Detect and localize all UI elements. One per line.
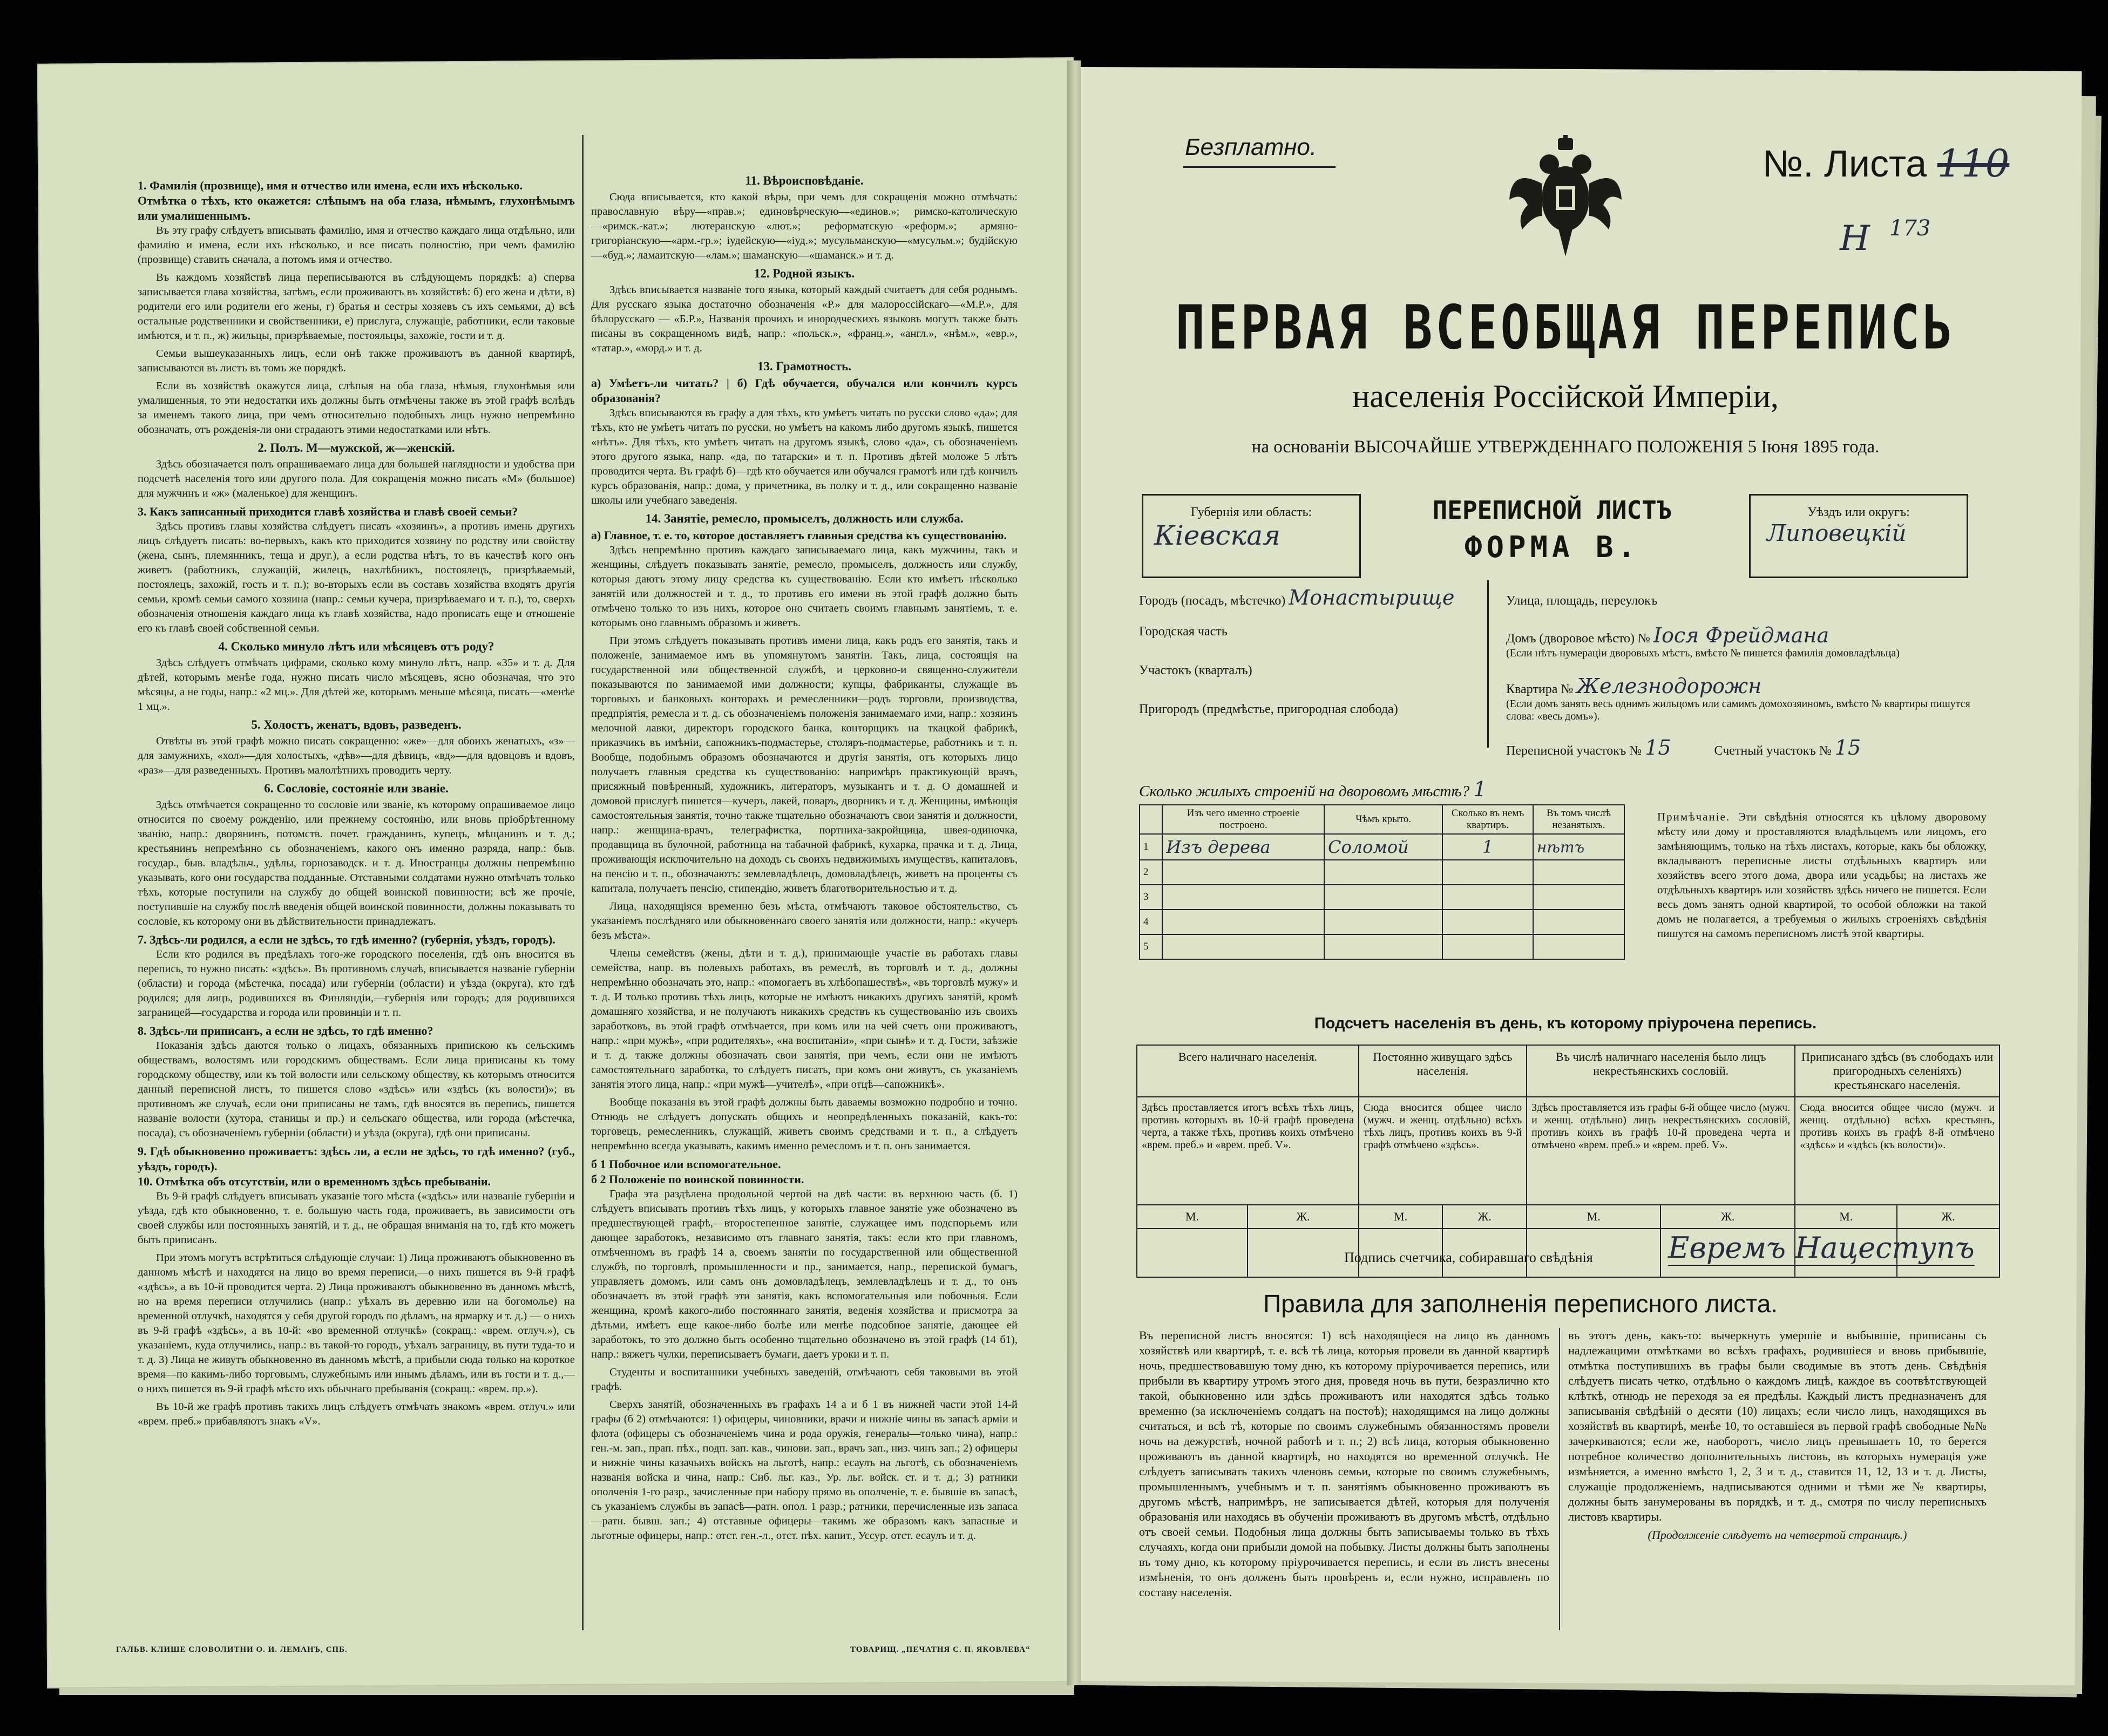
census-title: ПЕРВАЯ ВСЕОБЩАЯ ПЕРЕПИСЬ bbox=[1175, 292, 1956, 364]
gratis-underline bbox=[1183, 166, 1336, 168]
population-title: Подсчетъ населенія въ день, къ которому пріурочена перепись. bbox=[1314, 1015, 1817, 1032]
form-title-2: ФОРМА В. bbox=[1464, 530, 1640, 564]
table-row: 5 bbox=[1140, 934, 1624, 959]
section-heading: 13. Грамотность. bbox=[757, 360, 851, 373]
double-headed-eagle-icon bbox=[1506, 135, 1625, 259]
field-suburb: Пригородъ (предмѣстье, пригородная слобода) bbox=[1139, 702, 1398, 716]
field-house: Домъ (дворовое мѣсто) № Іося Фрейдмана bbox=[1506, 623, 1829, 647]
buildings-table bbox=[1139, 804, 1625, 960]
list-number-value: 110 bbox=[1937, 141, 2010, 186]
note-text: Эти свѣдѣнія относятся къ цѣлому дворовому мѣсту или дому и проставляются владѣльцемъ или лицомъ, его замѣняющимъ, только на тѣхъ листахъ, которые, какъ бы обложку, вкладываютъ переписные листы отдѣльныхъ квартиръ или хозяйствъ всего этого дома, двора или усадьбы; на листахъ же отдѣльныхъ квартиръ или хозяйствъ здѣсь ничего не пишется. Если весь домъ занятъ одной квартирой, то особой обложки на такой домъ не полагается, а требуемыя о жилыхъ строеніяхъ свѣдѣнія пишутся на самомъ переписномъ листѣ этой квартиры. bbox=[1657, 810, 1987, 940]
footer-right: ТОВАРИЩ. „ПЕЧАТНЯ С. П. ЯКОВЛЕВА“ bbox=[850, 1645, 1031, 1654]
paragraph: Если кто родился въ предѣлахъ того-же городского поселенія, гдѣ онъ вносится въ перепись, то нужно писать: «здѣсь». Въ противномъ случаѣ, вписывается названіе губерніи (области) и города (мѣстечка, посада) или губерніи (области) и уѣзда (округа), кто гдѣ родился; для лицъ, родившихся въ Финляндіи,—губернія или городъ; для родившихся заграницей—государства и города или провинціи и т. п. bbox=[138, 948, 575, 1019]
section-heading: 3. Какъ записанный приходится главѣ хозяйства и главѣ своей семьи? bbox=[138, 505, 518, 518]
fields-left bbox=[1139, 586, 1485, 741]
paragraph: Сюда вписывается, кто какой вѣры, при чемъ для сокращенія можно отмѣчать: православную вѣру—«прав.»; единовѣрческую—«единов.»; римско-католическую—«римск.-кат.»; лютеранскую—«лют.»; реформатскую—«реформ.»; армяно-григоріанскую—«арм.-гр.»; іудейскую—«іуд.»; мусульманскую—«мусульм.»; будійскую—«буд.»; ламаитскую—«лам.»; шаманскую—«шаманск.» и т. д. bbox=[591, 191, 1018, 261]
fields-right bbox=[1506, 594, 1992, 760]
section-heading: 10. Отмѣтка объ отсутствіи, или о временномъ здѣсь пребываніи. bbox=[138, 1175, 491, 1188]
corner-mark: 173 bbox=[1889, 216, 1931, 241]
population-table-descr: Здѣсь проставляется итогъ всѣхъ тѣхъ лицъ, противъ которыхъ въ 10-й графѣ проведена черта, а также тѣхъ, противъ коихъ отмѣчено «врем. преб.» и «врем. преб. V». Сюда вносится общее число (мужч. и женщ. отдѣльно) всѣхъ тѣхъ лицъ, противъ коихъ въ 9-й графѣ отмѣчено «здѣсь». Здѣсь проставляется изъ графы 6-й общее число (мужч. и женщ. отдѣльно) лицъ некрестьянскихъ сословій, противъ коихъ въ графѣ 10-й проведена черта и отмѣчено «врем. преб.» и «врем. преб. V». Сюда вносится общее число (мужч. и женщ. отдѣльно) всѣхъ крестьянъ, противъ коихъ въ графѣ 8-й отмѣчено «здѣсь» и «здѣсь (къ волости)». bbox=[1137, 1097, 1999, 1205]
rules-column-1: Въ переписной листъ вносятся: 1) всѣ находящіеся на лицо въ данномъ хозяйствѣ или квартирѣ, т. е. всѣ тѣ лица, которыя провели въ данной квартирѣ ночь, предшествовавшую тому дню, къ которому пріурочивается перепись, или прибыли въ квартиру утромъ этого дня, проведя ночь въ пути, безразлично кто такой, обыкновенно или здѣсь проживаютъ или находятся здѣсь только временно (за исключеніемъ солдатъ на постоѣ); находящимся на лицо должны считаться, и всѣ тѣ, которые по своимъ служебнымъ обязанностямъ провели ночь на дежурствѣ, ночной работѣ и т. п.; 2) всѣ лица, которыя обыкновенно проживаютъ въ данной квартирѣ, но находятся во временной отлучкѣ. Не слѣдуетъ записывать такихъ членовъ семьи, которые по своимъ служебнымъ, промышленнымъ, учебнымъ и т. п. занятіямъ обыкновенно проживаютъ въ другомъ мѣстѣ, напримѣръ, не записывается дѣтей, которыя для полученія образованія или находясь въ обученіи проживаютъ въ другомъ мѣстѣ, отдѣльно отъ своей семьи. Подобныя лица должны быть записываемы только въ тѣхъ случаяхъ, когда они прибыли домой на побывку. Листы должны быть заполнены въ тому дню, къ которому пріурочивается перепись, и если въ листъ внесены измѣненія, то онъ долженъ быть провѣренъ и, если нужно, исправленъ по составу населенія. bbox=[1139, 1328, 1549, 1599]
uezd-label: Уѣздъ или округъ: bbox=[1807, 505, 1910, 519]
field-city: Городъ (посадъ, мѣстечко) Монастырище bbox=[1139, 586, 1455, 609]
field-city-part: Городская часть bbox=[1139, 625, 1228, 639]
section-heading: а) Главное, т. е. то, которое доставляетъ главныя средства къ существованію. bbox=[591, 528, 1007, 542]
section-heading: 11. Вѣроисповѣданіе. bbox=[745, 174, 864, 187]
buildings-note bbox=[1657, 810, 1987, 941]
census-subtitle: населенія Россійской Имперіи, bbox=[1352, 378, 1779, 414]
paragraph: Здѣсь слѣдуетъ отмѣчать цифрами, сколько кому минуло лѣтъ, напр. «35» и т. д. Для дѣтей, которымъ менѣе года, нужно писать число мѣсяцевъ, ясно обозначая, что это мѣсяцы, а не годы, напр.: «2 мц.». Для дѣтей же, которымъ меньше мѣсяца, писать—«менѣе 1 мц.». bbox=[138, 657, 575, 713]
paragraph: Здѣсь вписывается названіе того языка, который каждый считаетъ для себя роднымъ. Для русскаго языка достаточно обозначенія «Р.» для малороссійскаго—«М.Р.», для бѣлорусскаго — «Б.Р.», Названія прочихъ и инородческихъ языковъ могутъ также быть писаны въ сокращенномъ видѣ, напр.: «польск.», «франц.», «англ.», «нѣм.», «евр.», «татар.», «морд.» и т. д. bbox=[591, 284, 1018, 354]
field-apartment: Квартира № Железнодорожн bbox=[1506, 674, 1762, 698]
table-row: 1 Изъ дерева Соломой 1 нѣтъ bbox=[1140, 834, 1624, 860]
field-street: Улица, площадь, переулокъ bbox=[1506, 594, 1658, 608]
field-apartment-note: (Если домъ занять весь однимъ жильцомъ или самимъ домохозяиномъ, вмѣсто № квартиры пишутся слова: «весь домъ»). bbox=[1506, 698, 1970, 722]
paragraph: Въ 10-й же графѣ противъ такихъ лицъ слѣдуетъ отмѣчать знакомъ «врем. отлуч.» или «врем. преб.» прибавляютъ знакъ «V». bbox=[138, 1401, 575, 1427]
footer-left: ГАЛЬВ. КЛИШЕ СЛОВОЛИТНИ О. И. ЛЕМАНЪ, СПБ. bbox=[116, 1645, 348, 1654]
population-table-header: Всего наличнаго населенія. Постоянно живущаго здѣсь населенія. Въ числѣ наличнаго населенія было лицъ некрестьянскихъ сословій. Приписанаго здѣсь (въ слободахъ или пригородныхъ селеніяхъ) крестьянскаго населенія. bbox=[1137, 1045, 1999, 1097]
field-areas: Переписной участокъ № 15 Счетный участокъ № 15 bbox=[1506, 736, 1861, 760]
paragraph: Отвѣты въ этой графѣ можно писать сокращенно: «же»—для обоихъ женатыхъ, «з»—для замужнихъ, «хол»—для холостыхъ, «дѣв»—для дѣвицъ, «вд»—для вдовцовъ и вдовъ, «раз»—для разведенныхъ. Противъ малолѣтнихъ проводить черту. bbox=[138, 735, 575, 776]
list-number-label: №. Листа bbox=[1763, 143, 1927, 185]
paragraph: Въ эту графу слѣдуетъ вписывать фамилію, имя и отчество каждаго лица отдѣльно, или фамилію и имена, если ихъ нѣсколько, и все писать полностію, при чемъ фамилію (прозвище) ставить сначала, а потомъ имя и отчество. bbox=[138, 225, 575, 266]
paragraph: Показанія здѣсь даются только о лицахъ, обязанныхъ припискою къ сельскимъ обществамъ, волостямъ или городскимъ обществамъ. Если лица приписаны къ тому городскому обществу, или къ той волости или сельскому обществу, къ которымъ относится данный переписной листъ, то пишется слово «здѣсь» или «здѣсь (къ волости)»; въ противномъ же случаѣ, если они приписаны не тамъ, гдѣ вносятся въ перепись, пишется названіе волости (хутора, станицы и пр.) и сельскаго общества, или города (мѣстечка, посада), съ обозначеніемъ губерніи (области) и уѣзда (округа), гдѣ они приписаны. bbox=[138, 1040, 575, 1139]
section-heading: 14. Занятіе, ремесло, промыселъ, должность или служба. bbox=[645, 512, 964, 525]
paragraph: Здѣсь отмѣчается сокращенно то сословіе или званіе, къ которому опрашиваемое лицо относится по своему рожденію, или прежнему состоянію, или вновь пріобрѣтенному званію, напр.: дворянинъ, потомств. почет. гражданинъ, купецъ, мѣщанинъ и т. д.; крестьянинъ непремѣнно съ обозначеніемъ, какого онъ именно разряда, напр.: быв. государ., быв. владѣльч., удѣлы, горнозаводск. и т. д. Иностранцы должны непремѣнно указывать, кого они государства подданные. Отставными солдатами нужно отмѣчать только тѣхъ, которые поступили на службу до общей воинской повинности; всѣ же прочіе, поступившіе на службу послѣ введенія общей воинской повинности, должны показывать то сословіе, къ которому они въ дѣйствительности принадлежатъ. bbox=[138, 799, 575, 927]
gratis-label: Безплатно. bbox=[1185, 134, 1317, 160]
paragraph: Сверхъ занятій, обозначенныхъ въ графахъ 14 а и б 1 въ нижней части этой 14-й графы (б 2) отмѣчаются: 1) офицеры, чиновники, врачи и нижніе чины въ запасѣ арміи и флота (офицеры съ обозначеніемъ чина и рода оружія, генералы—только чина), напр.: ген.-м. зап., прап. пѣх., подп. зап. кав., чинови. зап., врачъ зап., низ. чинъ зап.; 2) офицеры и нижніе чины казачьихъ войскъ на льготѣ, напр.: есаулъ на льготѣ, съ обозначеніемъ названія войска и чина, напр.: Сиб. льг. каз., Ур. льг. войск. ст. и т. д.; 3) ратники ополченія 1-го разр., зачисленные при набору прямо въ ополченіе, т. е. бывшіе въ запасѣ, съ указаніемъ службы въ запасѣ—ратн. опол. 1 разр.; ратники, перечисленные изъ запаса—ратн. бывш. зап.; 4) отставные офицеры—такимъ же образомъ какъ запасные и льготные офицеры, напр.: отст. ген.-л., отст. пѣх. капит., Уссур. отст. есаулъ и т. д. bbox=[591, 1399, 1018, 1542]
paragraph: Члены семействъ (жены, дѣти и т. д.), принимающіе участіе въ работахъ главы семейства, напр. въ полевыхъ работахъ, въ ремеслѣ, въ торговлѣ и т. д., должны непремѣнно обозначать это, напр.: «помогаетъ въ хлѣбопашествѣ», «въ торговлѣ мужу» и т. д. И только противъ тѣхъ лицъ, которые не имѣютъ никакихъ другихъ занятій, кромѣ домашняго хозяйства, и не получаютъ никакихъ средствъ къ существованію изъ своихъ заработковъ, въ этой графѣ отмѣчается, при комъ или на чей счетъ они проживаютъ, напр.: «при мужѣ», «при родителяхъ», «на воспитаніи», «при сынѣ» и т. д. Гости, заѣзжіе и т. д. также должны обозначать свои занятія, при чемъ, если они не имѣютъ самостоятельнаго заработка, то слѣдуетъ писать, при комъ они живутъ, съ указаніемъ занятія этого лица, напр.: «при мужѣ—учителѣ», «при отцѣ—сапожникѣ». bbox=[591, 947, 1018, 1090]
section-heading: а) Умѣетъ-ли читать? | б) Гдѣ обучается, обучался или кончилъ курсъ образованія? bbox=[591, 376, 1018, 405]
section-heading: 8. Здѣсь-ли приписанъ, а если не здѣсь, то гдѣ именно? bbox=[138, 1024, 433, 1037]
form-title-1: ПЕРЕПИСНОЙ ЛИСТЪ bbox=[1432, 496, 1672, 525]
field-district: Участокъ (кварталъ) bbox=[1139, 663, 1252, 677]
paragraph: Здѣсь вписываются въ графу а для тѣхъ, кто умѣетъ читать по русски слово «да»; для тѣхъ, кто не умѣетъ читать по русски, но умѣетъ на какомъ либо другомъ языкѣ, пишется «нѣтъ». Для тѣхъ, кто умѣетъ читать на другомъ языкѣ, слово «да», съ обозначеніемъ этого другого языка, напр. «да, по татарски» и т. п. Противъ дѣтей моложе 5 лѣтъ проводится черта. Въ графѣ б)—гдѣ кто обучается или обучался грамотѣ или гдѣ кончилъ курсъ образованія, напр.: дома, у причетника, въ полку и т. д., или сокращенно названіе школы или учебнаго заведенія. bbox=[591, 407, 1018, 506]
paragraph: Если въ хозяйствѣ окажутся лица, слѣпыя на оба глаза, нѣмыя, глухонѣмыя или умалишенныя, то эти недостатки ихъ должны быть отмѣчены также въ этой графѣ вслѣдъ за именемъ такого лица, при чемъ относительно подобныхъ лицъ нужно непремѣнно обозначать, отъ рожденія-ли они страдаютъ этими недостатками или нѣтъ. bbox=[138, 380, 575, 436]
table-row: 4 bbox=[1140, 910, 1624, 934]
paragraph: Здѣсь непремѣнно противъ каждаго записываемаго лица, какъ мужчины, такъ и женщины, слѣдуетъ показывать занятіе, ремесло, промыселъ, должность или службу, которыя даютъ этому лицу средства къ существованію. Если кто имѣетъ нѣсколько занятій или должностей и т. д., то противъ его имени въ этой графѣ должно быть отмѣчено только то изъ нихъ, которое оно считаетъ своимъ главнымъ занятіемъ, т. е. которымъ оно главнымъ образомъ и живетъ. bbox=[591, 544, 1018, 629]
buildings-table-header: Изъ чего именно строеніе построено. Чѣмъ крыто. Сколько въ немъ квартиръ. Въ томъ числѣ незанятыхъ. bbox=[1140, 805, 1624, 834]
section-heading: 2. Полъ. М—мужской, ж—женскій. bbox=[257, 441, 455, 455]
signature-value: Евремъ Нацеступъ bbox=[1668, 1231, 1975, 1265]
paragraph: Вообще показанія въ этой графѣ должны быть даваемы возможно подробно и точно. Отнюдь не слѣдуетъ допускать общихъ и неопредѣленныхъ показаній, какъ-то: торговецъ, ремесленникъ, служащій, живетъ своимъ средствами и т. п., а слѣдуетъ непремѣнно всегда указывать, какимъ именно ремесломъ и т. п. онъ занимается. bbox=[591, 1096, 1018, 1152]
table-row: 2 bbox=[1140, 860, 1624, 885]
section-heading: 9. Гдѣ обыкновенно проживаетъ: здѣсь ли, а если не здѣсь, то гдѣ именно? (губ., уѣздъ, городъ). bbox=[138, 1144, 575, 1173]
rules-divider bbox=[1559, 1328, 1560, 1630]
section-heading: Отмѣтка о тѣхъ, кто окажется: слѣпымъ на оба глаза, нѣмымъ, глухонѣмымъ или умалишеннымъ. bbox=[138, 194, 575, 222]
section-heading: 12. Родной языкъ. bbox=[754, 267, 855, 280]
field-house-note: (Если нѣтъ нумераціи дворовыхъ мѣстъ, вмѣсто № пишется фамилія домовладѣльца) bbox=[1506, 647, 1900, 659]
paragraph: Лица, находящіяся временно безъ мѣста, отмѣчаютъ таковое обстоятельство, съ указаніемъ послѣдняго или обыкновеннаго своего занятія или должности, напр.: «кучеръ безъ мѣста». bbox=[591, 900, 1018, 941]
note-title: Примѣчаніе. bbox=[1657, 810, 1731, 823]
buildings-question: Сколько жилыхъ строеній на дворовомъ мѣстѣ? 1 bbox=[1139, 777, 1487, 801]
paragraph: Въ 9-й графѣ слѣдуетъ вписывать указаніе того мѣста («здѣсь» или названіе губерніи и уѣзда, гдѣ кто обыкновенно, т. е. большую часть года, проживаетъ, въ зависимости отъ своей службы или постоянныхъ занятій, и т. д., не обращая вниманія на то, гдѣ кто можетъ быть приписанъ. bbox=[138, 1190, 575, 1246]
gubernia-label: Губернія или область: bbox=[1190, 505, 1312, 519]
rules-title: Правила для заполненія переписного листа. bbox=[1263, 1290, 1778, 1318]
paragraph: При этомъ могутъ встрѣтиться слѣдующіе случаи: 1) Лица проживаютъ обыкновенно въ данномъ мѣстѣ и находятся на лицо во время переписи,—о нихъ пишется въ 9-й графѣ «здѣсь», а въ 10-й проводится черта. 2) Лица проживаютъ обыкновенно въ данномъ мѣстѣ, но на время переписи отлучились (напр.: уѣхалъ въ деревню или на богомолье) на временной отлучкѣ, находятся у себя другой городъ по дѣламъ, на ярмарку и т. д.) — о нихъ въ 9-й графѣ «здѣсь», а въ 10-й: «во временной отлучкѣ» (сокращ.: «врем. отлуч.»), съ указаніемъ, куда отлучились, напр.: въ такой-то городъ, уѣхалъ заграницу, въ пути туда-то и т. д. 3) Лица не живутъ обыкновенно въ данномъ мѣстѣ, а прибыли сюда только на короткое время—по какимъ-либо торговымъ, служебнымъ или инымъ дѣламъ, или въ гости и т. д.,—о нихъ пишется въ 9-й графѣ мѣсто ихъ обычнаго пребыванія (сокращ.: «врем. пр.»). bbox=[138, 1252, 575, 1395]
section-heading: 6. Сословіе, состояніе или званіе. bbox=[264, 782, 449, 795]
rules-column-2 bbox=[1568, 1328, 1987, 1543]
section-heading: 1. Фамилія (прозвище), имя и отчество или имена, если ихъ нѣсколько. bbox=[138, 179, 523, 192]
uezd-value: Липовецкій bbox=[1767, 520, 1907, 546]
section-heading: 4. Сколько минуло лѣтъ или мѣсяцевъ отъ роду? bbox=[218, 640, 494, 653]
population-mf-row: М. Ж. М. Ж. М. Ж. М. Ж. bbox=[1137, 1205, 1999, 1229]
list-number bbox=[1763, 141, 2009, 186]
paragraph: Здѣсь противъ главы хозяйства слѣдуетъ писать «хозяинъ», а противъ имень другихъ лицъ слѣдуетъ писать: во-первыхъ, какъ кто приходится хозяину по родству или свойству (жена, сынъ, племянникъ, теща и друг.), а если родства нѣтъ, то въ качествѣ кого онъ живетъ (работникъ, служащій, жилецъ, нахлѣбникъ, постоялецъ, призрѣваемый, постоялецъ, захожій, гость и т. п.); во-вторыхъ если въ составъ хозяйства входятъ другія семьи, кромѣ семьи самого хозяина (напр.: семьи кучера, призрѣваемаго и т. п.), то, сверхъ обозначенія отношенія каждаго лица къ главѣ хозяйства, надо прописать еще и отношеніе его къ главѣ своей собственной семьи. bbox=[138, 520, 575, 634]
table-row: 3 bbox=[1140, 885, 1624, 910]
paragraph: Семьи вышеуказанныхъ лицъ, если онѣ также проживаютъ въ данной квартирѣ, записываются въ листъ въ томъ же порядкѣ. bbox=[138, 348, 575, 374]
paragraph: При этомъ слѣдуетъ показывать противъ имени лица, какъ родъ его занятія, такъ и положеніе, занимаемое имъ въ упомянутомъ занятіи. Такъ, лица, состоящія на государственной или общественной службѣ, и церковно-и священно-служители показываются по занимаемой ими должности; купцы, фабриканты, служащіе въ торговыхъ и банковыхъ конторахъ и ремесленники—родъ торговли, производства, предпріятія, ремесла и т. д. съ обозначеніемъ положенія занимаемаго ими, напр.: хозяинъ мелочной лавки, директоръ городского банка, конторщикъ на ткацкой фабрикѣ, приказчикъ въ имѣніи, сапожникъ-подмастерье, столяръ-подмастерье, работникъ и т. п. Вообще, подобнымъ образомъ обозначаются и другія занятія, отъ которыхъ лицо получаетъ главныя средства къ существованію: напримѣръ практикующій врачъ, присяжный повѣренный, художникъ, литераторъ, музыкантъ и т. д. О домашней и домовой прислугѣ пишется—кучеръ, лакей, поваръ, дворникъ и т. д. Женщины, имѣющія самостоятельныя занятія, точно также тщательно обозначаютъ свои занятія и должности, напр.: женщина-врачъ, телеграфистка, портниха-закройщица, швея-одиночка, продавщица въ булочной, работница на табачной фабрикѣ, кухарка, прачка и т. д. Лица, проживающія исключительно на доходъ съ своихъ недвижимыхъ имуществъ, капиталовъ, на пенсію и т. п., обозначаютъ: землевладѣлецъ, домовладѣлецъ, живетъ на проценты съ капитала, получаетъ пенсію, стипендію, живетъ благотворительностью и т. д. bbox=[591, 635, 1018, 894]
section-heading: б 1 Побочное или вспомогательное. bbox=[591, 1157, 781, 1171]
signature-label: Подпись счетчика, собиравшаго свѣдѣнія bbox=[1344, 1250, 1593, 1265]
fields-divider bbox=[1487, 580, 1489, 748]
paragraph: Студенты и воспитанники учебныхъ заведеній, отмѣчаютъ себя таковыми въ этой графѣ. bbox=[591, 1366, 1018, 1393]
paragraph: Графа эта раздѣлена продольной чертой на двѣ части: въ верхнюю часть (б. 1) слѣдуетъ вписывать противъ тѣхъ лицъ, у которыхъ главное занятіе уже обозначено въ предшествующей графѣ,—второстепенное занятіе, служащее имъ подспорьемъ или дающее заработокъ, независимо отъ главнаго занятія, такъ: если кто при главномъ, отмѣченномъ въ графѣ 14 а, своемъ занятіи по государственной или общественной службѣ, по торговлѣ, промышленности и пр., занимается, напр., перепиской бумагъ, управляетъ домомъ, или самъ онъ домовладѣлецъ, землевладѣлецъ и т. д., то онъ обозначаетъ въ этой графѣ эти занятія, какъ вспомогательныя или побочныя. Если женщина, кромѣ какого-либо постояннаго занятія, веденія хозяйства и присмотра за дѣтьми, имѣетъ еще какое-либо болѣе или менѣе подсобное занятіе, дающее ей заработокъ, то это должно быть особенно тщательно обозначено въ этой графѣ (14 б1), напр.: вяжетъ чулки, переписываетъ бумаги, даетъ уроки и т. п. bbox=[591, 1188, 1018, 1360]
section-heading: 5. Холостъ, женатъ, вдовъ, разведенъ. bbox=[251, 718, 462, 731]
section-heading: б 2 Положеніе по воинской повинности. bbox=[591, 1172, 804, 1186]
paragraph: Въ каждомъ хозяйствѣ лица переписываются въ слѣдующемъ порядкѣ: а) сперва записывается глава хозяйства, затѣмъ, если проживаютъ въ хозяйствѣ: б) его жена и дѣти, в) родители его или родители его жены, г) братья и сестры хозяевъ съ ихъ семьями, д) всѣ остальные родственники и свойственники, е) прислуга, служащіе, работники, если таковые имѣются, и т. п., ж) жильцы, призрѣваемые, постояльцы, захожіе, гости и т. д. bbox=[138, 272, 575, 342]
paragraph: Здѣсь обозначается полъ опрашиваемаго лица для большей наглядности и удобства при подсчетѣ населенія того или другого пола. Для сокращенія можно писать «М» (большое) для мужчинъ и «ж» (маленькое) для женщинъ. bbox=[138, 458, 575, 499]
gubernia-box bbox=[1142, 494, 1361, 578]
section-heading: 7. Здѣсь-ли родился, а если не здѣсь, то гдѣ именно? (губернія, уѣздъ, городъ). bbox=[138, 933, 555, 946]
rules-column-2-text: въ этотъ день, какъ-то: вычеркнуть умершіе и выбывшіе, приписаны съ надлежащими отмѣтками во всѣхъ графахъ, родившіеся и вновь прибывшіе, отмѣтка поступившихъ въ графы были сводимые въ этотъ день. Свѣдѣнія слѣдуетъ писать четко, отдѣльно о каждомъ лицѣ, каждое въ соотвѣтствующей клѣткѣ, отнюдь не переходя за ея предѣлы. Каждый листъ предназначенъ для записыванія свѣдѣній о десяти (10) лицахъ; если число лицъ, находящихся въ хозяйствѣ въ квартирѣ, менѣе 10, то оставшіеся въ первой графѣ свободные №№ зачеркиваются; если же, наоборотъ, число лицъ превышаетъ 10, то берется потребное количество дополнительныхъ листовъ, въ которыхъ нумерація уже измѣняется, а именно вмѣсто 1, 2, 3 и т. д., ставится 11, 12, 13 и т. д. Листы, служащіе продолженіемъ, надписываются одними и тѣми же № квартиры, должны быть занумерованы въ порядкѣ, и т. д., смотря по числу переписныхъ листовъ квартиры. bbox=[1568, 1328, 1987, 1523]
uezd-box bbox=[1749, 494, 1968, 578]
corner-letter: Н bbox=[1840, 219, 1870, 259]
gubernia-value: Кіевская bbox=[1154, 520, 1281, 551]
census-basis: на основаніи ВЫСОЧАЙШЕ УТВЕРЖДЕННАГО ПОЛОЖЕНІЯ 5 Іюня 1895 года. bbox=[1251, 437, 1880, 457]
rules-continued: (Продолженіе слѣдуетъ на четвертой страницѣ.) bbox=[1648, 1528, 1907, 1542]
form-title-block bbox=[1366, 496, 1738, 564]
